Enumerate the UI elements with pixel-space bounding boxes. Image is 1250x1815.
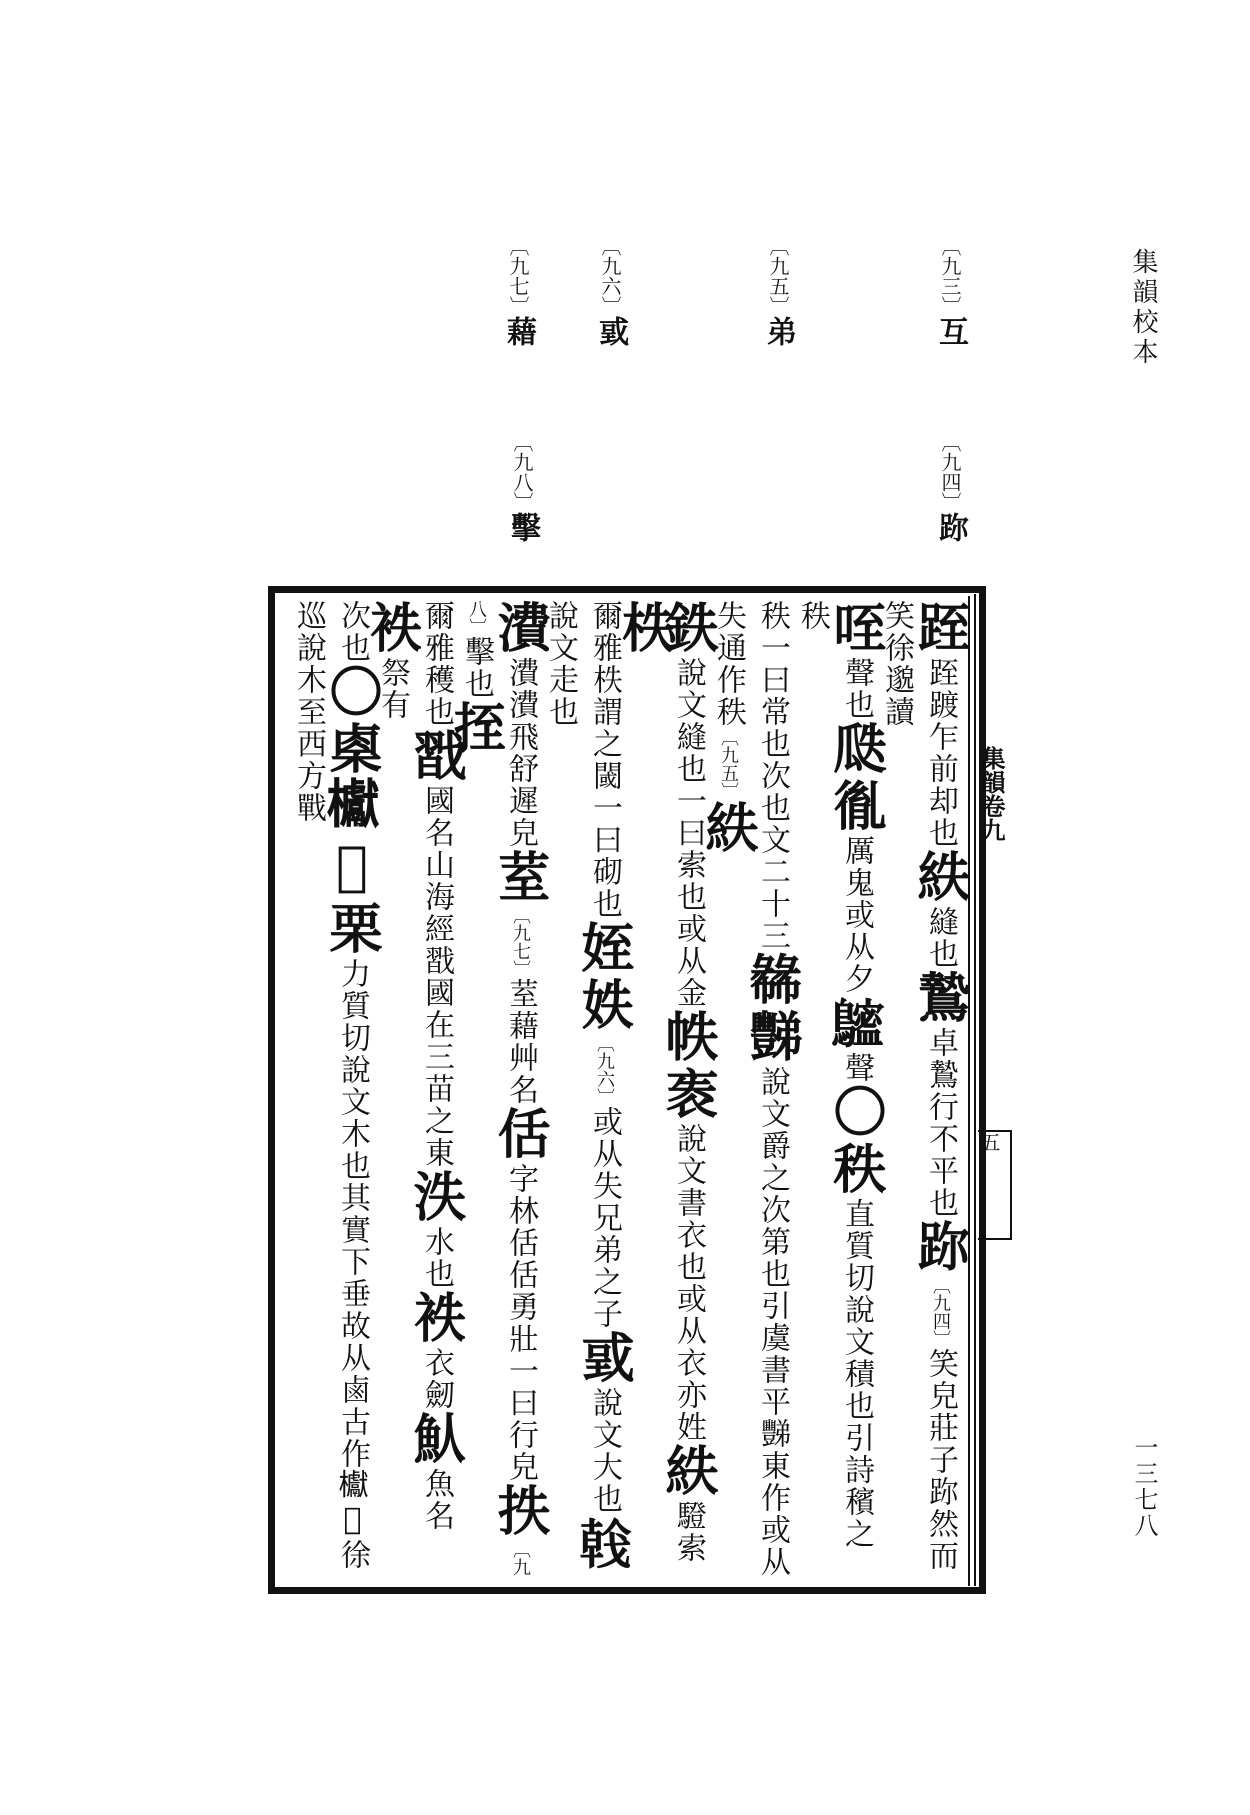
running-head: 集韻校本 <box>1128 248 1158 368</box>
text-column-8: 次也〇㮚𣡌𣡲栗力質切說文木也其實下垂故从鹵古作𣡌𣡲徐巡說木至西方戰 <box>291 600 383 1571</box>
collation-note-98: 〔九八〕擊 <box>505 432 540 544</box>
collation-note-95: 〔九五〕弟 <box>761 236 796 348</box>
page-number: 一三七八 <box>1130 1435 1158 1539</box>
frame-title: 集韻卷九 <box>977 746 1006 842</box>
side-tag: 五 <box>978 1130 1012 1240</box>
text-column-5: 爾雅柣謂之閾一曰砌也姪妷〔九六〕或从失兄弟之子戜說文大也𢧢說文走也 <box>543 600 635 1572</box>
collation-note-96: 〔九六〕戜 <box>593 236 628 348</box>
text-column-3: 秩一曰常也次也文二十三㣈豒說文爵之次第也引虞書平豒東作或从失通作秩〔九五〕紩 <box>697 600 803 1578</box>
text-column-4: 鉄說文縫也一曰索也或从金帙袠說文書衣也或从衣亦姓紩䮴索柣 <box>613 600 719 1564</box>
collation-note-97: 〔九七〕藉 <box>501 236 536 348</box>
text-column-2: 咥聲也瓞㣧厲鬼或从夕𪆮聲〇秩直質切說文積也引詩穦之秩 <box>795 600 887 1550</box>
collation-note-93: 〔九三〕互 <box>933 236 968 348</box>
collation-note-94: 〔九四〕䟢 <box>933 432 968 544</box>
frame-side-column <box>968 596 990 1586</box>
text-column-7: 爾雅穫也㦻國名山海經㦻國在三苗之東泆水也袟衣劒魜魚名袟祭有 <box>361 600 467 1532</box>
text-column-6: 㵒㵒㵒飛舒遲皃荎〔九七〕荎藉艸名佸字林佸佸勇壯一曰行皃抶〔九八〕擊也挃 <box>445 600 551 1576</box>
text-column-1: 跮跮踱乍前却也紩縫也鷙卓鷙行不平也䟢〔九四〕笑皃莊子䟢然而笑徐邈讀 <box>879 600 971 1572</box>
